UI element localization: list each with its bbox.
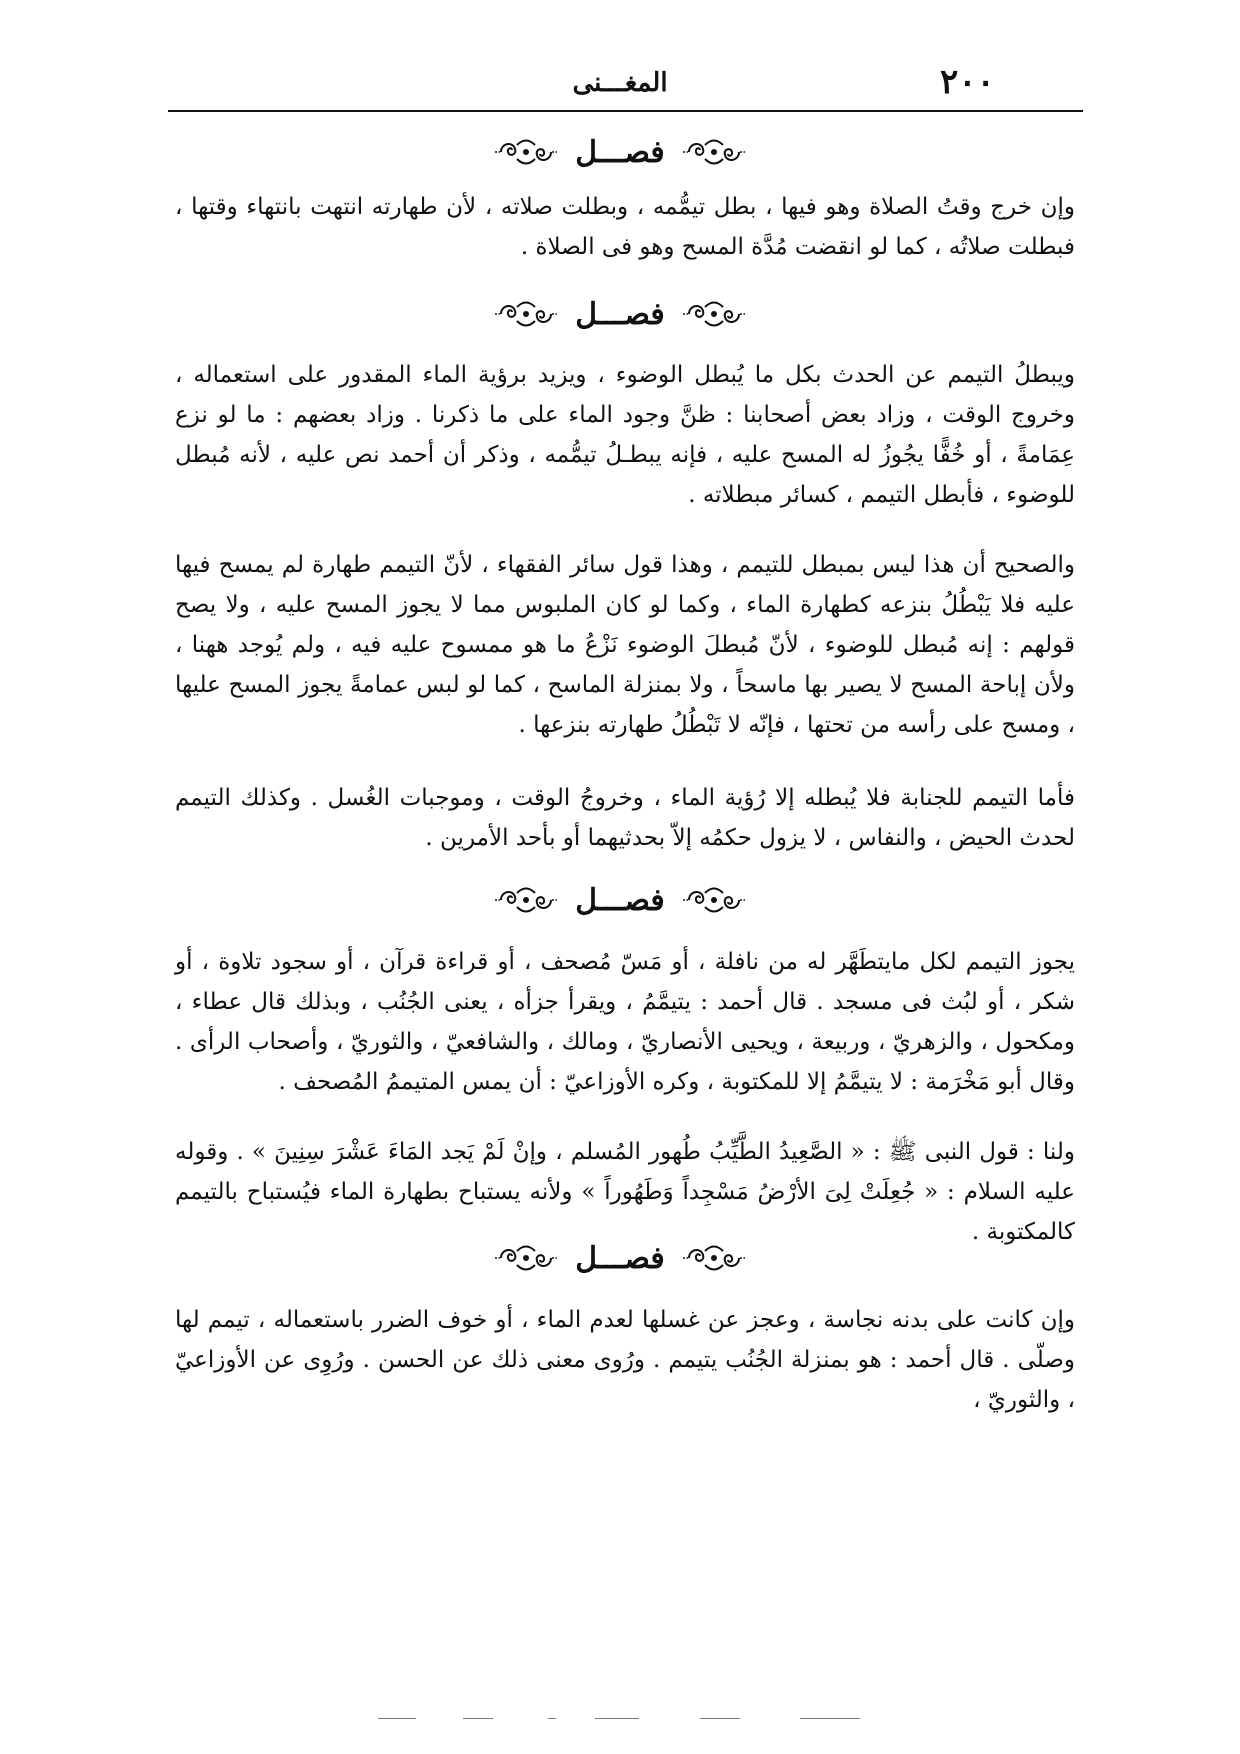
ornament-icon bbox=[683, 137, 745, 167]
paragraph: والصحيح أن هذا ليس بمبطل للتيمم ، وهذا قول سائر الفقهاء ، لأنّ التيمم طهارة لم يمسح فيها عليه فلا يَبْطُلُ بنزعه كطهارة الماء ، وكما لو كان الملبوس مما لا يجوز المسح عليه ، ولا يصح قولهم : إنه مُبطل للوضوء ، لأنّ مُبطلَ الوضوء نَزْعُ ما هو ممسوح عليه فيه ، ولم يُوجد ههنا ، ولأن إباحة المسح لا يصير بها ماسحاً ، ولا بمنزلة الماسح ، كما لو لبس عمامةً يجوز المسح عليها ، ومسح على رأسه من تحتها ، فإنّه لا تَبْطُلُ طهارته بنزعها . bbox=[175, 552, 1075, 738]
section-heading-text: فصـــل bbox=[575, 882, 665, 918]
ornament-icon bbox=[495, 137, 557, 167]
section-heading bbox=[0, 292, 1240, 336]
footer-marks bbox=[0, 1718, 1240, 1724]
header-rule bbox=[168, 110, 1083, 112]
ornament-icon bbox=[683, 885, 745, 915]
paragraph: يجوز التيمم لكل مايتطَهَّر له من نافلة ، أو مَسّ مُصحف ، أو قراءة قرآن ، أو سجود تلاوة ، أو شكر ، أو لبُث فى مسجد . قال أحمد : يتيمَّمُ ، ويقرأ جزأه ، يعنى الجُنُب ، وبذلك قال عطاء ، ومكحول ، والزهريّ ، وربيعة ، ويحيى الأنصاريّ ، ومالك ، والشافعيّ ، والثوريّ ، وأصحاب الرأى . وقال أبو مَخْرَمة : لا يتيمَّمُ إلا للمكتوبة ، وكره الأوزاعيّ : أن يمس المتيممُ المُصحف . bbox=[175, 949, 1075, 1095]
paragraph: فأما التيمم للجنابة فلا يُبطله إلا رُؤية الماء ، وخروجُ الوقت ، وموجبات الغُسل . وكذلك التيمم لحدث الحيض ، والنفاس ، لا يزول حكمُه إلاّ بحدثيهما أو بأحد الأمرين . bbox=[175, 785, 1075, 851]
paragraph: ويبطلُ التيمم عن الحدث بكل ما يُبطل الوضوء ، ويزيد برؤية الماء المقدور على استعماله ، وخروج الوقت ، وزاد بعض أصحابنا : ظنَّ وجود الماء على ما ذكرنا . وزاد بعضهم : ما لو نزع عِمَامةً ، أو خُفًّا يجُوزُ له المسح عليه ، فإنه يبطـلُ تيمُّمه ، وذكر أن أحمد نص عليه ، لأنه مُبطل للوضوء ، فأبطل التيمم ، كسائر مبطلاته . bbox=[175, 362, 1075, 508]
section-heading bbox=[0, 878, 1240, 922]
paragraph: وإن خرج وقتُ الصلاة وهو فيها ، بطل تيمُّمه ، وبطلت صلاته ، لأن طهارته انتهت بانتهاء وقتها ، فبطلت صلاتُه ، كما لو انقضت مُدَّة المسح وهو فى الصلاة . bbox=[175, 194, 1075, 260]
page-header bbox=[0, 62, 1240, 108]
ornament-icon bbox=[495, 1243, 557, 1273]
ornament-icon bbox=[495, 885, 557, 915]
paragraph: ولنا : قول النبى ﷺ : « الصَّعِيدُ الطَّيِّبُ طُهور المُسلم ، وإنْ لَمْ يَجد المَاءَ عَشْرَ سِنِينَ » . وقوله عليه السلام : « جُعِلَتْ لِىَ الأرْضُ مَسْجِداً وَطَهُوراً » ولأنه يستباح بطهارة الماء فيُستباح بالتيمم كالمكتوبة . bbox=[175, 1139, 1075, 1245]
section-heading bbox=[0, 1236, 1240, 1280]
section-heading-text: فصـــل bbox=[575, 1240, 665, 1276]
section-heading bbox=[0, 130, 1240, 174]
section-heading-text: فصـــل bbox=[575, 134, 665, 170]
running-title: المغـــنى bbox=[572, 68, 668, 98]
ornament-icon bbox=[683, 1243, 745, 1273]
page-number: ٢٠٠ bbox=[940, 62, 995, 102]
ornament-icon bbox=[683, 299, 745, 329]
paragraph: وإن كانت على بدنه نجاسة ، وعجز عن غسلها لعدم الماء ، أو خوف الضرر باستعماله ، تيمم لها وصلّى . قال أحمد : هو بمنزلة الجُنُب يتيمم . ورُوى معنى ذلك عن الحسن . ورُوِى عن الأوزاعيّ ، والثوريّ ، bbox=[175, 1307, 1075, 1413]
ornament-icon bbox=[495, 299, 557, 329]
section-heading-text: فصـــل bbox=[575, 296, 665, 332]
